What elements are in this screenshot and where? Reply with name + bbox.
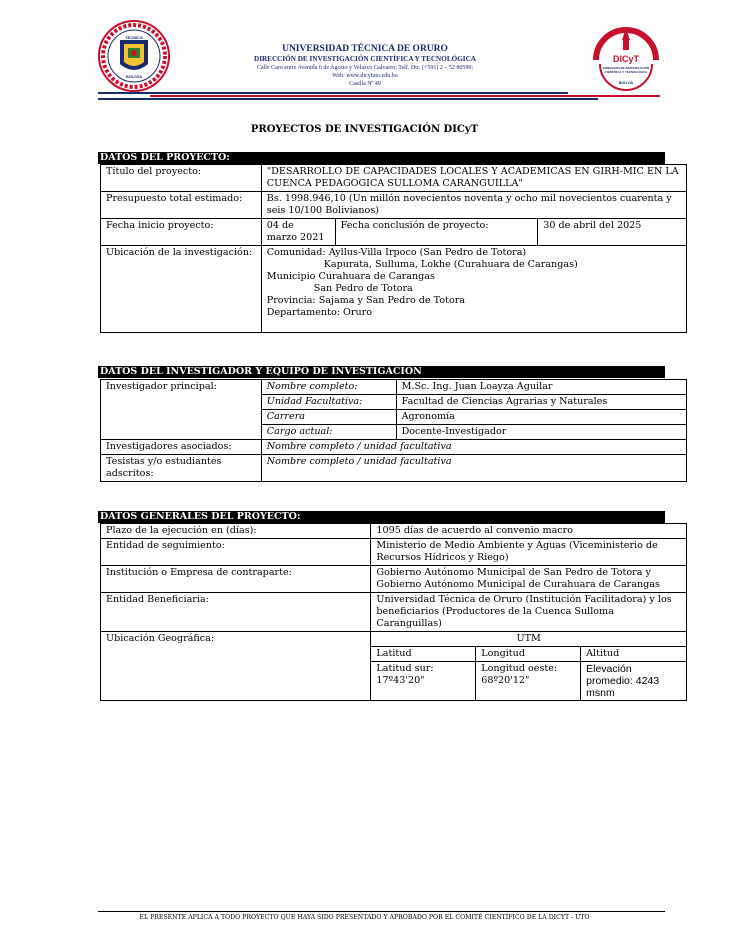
table-row [101, 632, 687, 647]
title-value: "DESARROLLO DE CAPACIDADES LOCALES Y ACADEMICAS EN GIRH-MIC EN LA CUENCA PEDAGOGICA SULLOMA CARANGUILLA" [261, 165, 686, 192]
start-date-value-line2: marzo 2021 [266, 232, 325, 243]
table-row [101, 566, 687, 593]
latitude-value: Latitud sur: 17º43'20" [371, 662, 476, 701]
casilla-line: Casilla Nº 49 [349, 81, 381, 87]
counterpart-label: Institución o Empresa de contraparte: [101, 566, 371, 593]
budget-value: Bs. 1998.946,10 (Un millón novecientos noventa y ocho mil novecientos cuarenta y seis 10/100 Bolivianos) [261, 192, 686, 219]
location-line: Provincia: Sajama y San Pedro de Totora [266, 295, 466, 306]
footer-divider [98, 911, 665, 912]
beneficiary-value: Universidad Técnica de Oruro (Institución Facilitadora) y los beneficiarios (Productores de la Cuenca Sulloma Caranguillas) [371, 593, 687, 632]
follow-value: Ministerio de Medio Ambiente y Aguas (Viceministerio de Recursos Hídricos y Riego) [371, 539, 687, 566]
table-row [101, 192, 687, 219]
latitude-header: Latitud [371, 647, 476, 662]
position-value: Docente-Investigador [396, 425, 686, 440]
end-date-value: 30 de abril del 2025 [538, 219, 687, 246]
title-label: Título del proyecto: [101, 165, 262, 192]
utm-label: UTM [371, 632, 687, 647]
location-line: San Pedro de Totora [313, 283, 413, 294]
longitude-header: Longitud [476, 647, 581, 662]
budget-label: Presupuesto total estimado: [101, 192, 262, 219]
seal-top-text: TÉCNICA [125, 35, 143, 40]
dicyt-wordmark: DICyT [612, 54, 640, 64]
career-key: Carrera [261, 410, 396, 425]
end-date-label: Fecha conclusión de proyecto: [335, 219, 538, 246]
geo-label: Ubicación Geográfica: [101, 632, 371, 701]
faculty-value: Facultad de Ciencias Agrarias y Naturales [396, 395, 686, 410]
location-label: Ubicación de la investigación: [101, 246, 262, 333]
header-band-navy [98, 92, 568, 94]
location-value [261, 246, 686, 333]
table-row [101, 539, 687, 566]
altitude-value: Elevación promedio: 4243 msnm [581, 662, 687, 701]
section-researcher-heading: DATOS DEL INVESTIGADOR Y EQUIPO DE INVESTIGACIÓN [98, 366, 665, 378]
dicyt-line1: DIRECCIÓN DE INVESTIGACIÓN [602, 66, 650, 70]
dicyt-logo [590, 24, 662, 92]
counterpart-value: Gobierno Autónomo Municipal de San Pedro de Totora y Gobierno Autónomo Municipal de Curahuara de Carangas [371, 566, 687, 593]
header-band-red [150, 95, 660, 97]
location-line: Kapurata, Sulluma, Lokhe (Curahuara de Carangas) [323, 259, 578, 270]
address-line: Calle Caro entre Avenida 6 de Agosto y Velazco Galvarro; Telf. Dir: (+591) 2 – 52 80590; [256, 65, 474, 71]
start-date-value [261, 219, 335, 246]
table-row [101, 165, 687, 192]
location-line: Municipio Curahuara de Carangas [266, 271, 435, 282]
name-value: M.Sc. Ing. Juan Loayza Aguilar [396, 380, 686, 395]
start-date-value-line1: 04 de [266, 220, 294, 231]
table-row [101, 246, 687, 333]
longitude-value: Longitud oeste: 68º20'12" [476, 662, 581, 701]
dicyt-country: BOLIVIA [618, 81, 634, 85]
document-title: PROYECTOS DE INVESTIGACIÓN DICyT [250, 124, 479, 135]
table-row [101, 380, 687, 395]
location-line: Departamento: Oruro [266, 307, 373, 318]
faculty-key: Unidad Facultativa: [261, 395, 396, 410]
beneficiary-label: Entidad Beneficiaria: [101, 593, 371, 632]
dicyt-line2: CIENTÍFICA Y TECNOLÓGICA [604, 70, 648, 74]
position-key: Cargo actual: [261, 425, 396, 440]
associates-label: Investigadores asociados: [101, 440, 262, 455]
table-row [101, 440, 687, 455]
career-value: Agronomía [396, 410, 686, 425]
name-key: Nombre completo: [261, 380, 396, 395]
follow-label: Entidad de seguimiento: [101, 539, 371, 566]
altitude-header: Altitud [581, 647, 687, 662]
section-general-heading: DATOS GENERALES DEL PROYECTO: [98, 511, 665, 523]
header-band-navy-2 [98, 98, 598, 100]
footer-note: EL PRESENTE APLICA A TODO PROYECTO QUE HAYA SIDO PRESENTADO Y APROBADO POR EL COMITÉ CIENTÍFICO DE LA DICYT - UTO [139, 914, 590, 921]
term-value: 1095 días de acuerdo al convenio macro [371, 524, 687, 539]
thesis-value: Nombre completo / unidad facultativa [261, 455, 686, 482]
project-data-table [100, 164, 687, 333]
table-row [101, 219, 687, 246]
web-link[interactable]: Web: www.dicytuto.edu.bo [332, 73, 398, 79]
principal-label: Investigador principal: [101, 380, 262, 440]
thesis-label: Tesistas y/o estudiantes adscritos: [101, 455, 262, 482]
term-label: Plazo de la ejecución en (días): [101, 524, 371, 539]
university-seal-logo [98, 20, 170, 92]
table-row [101, 455, 687, 482]
researcher-table [100, 379, 687, 482]
associates-value: Nombre completo / unidad facultativa [261, 440, 686, 455]
section-project-heading: DATOS DEL PROYECTO: [98, 152, 665, 164]
seal-bottom-text: BOLIVIA [125, 74, 143, 79]
table-row [101, 524, 687, 539]
direction-name: DIRECCIÓN DE INVESTIGACIÓN CIENTÍFICA Y TECNOLÓGICA [254, 55, 476, 63]
start-date-label: Fecha inicio proyecto: [101, 219, 262, 246]
general-data-table [100, 523, 687, 701]
location-line: Comunidad: Ayllus-Villa Irpoco (San Pedro de Totora) [266, 247, 527, 258]
table-row [101, 593, 687, 632]
university-name: UNIVERSIDAD TÉCNICA DE ORURO [282, 44, 448, 54]
